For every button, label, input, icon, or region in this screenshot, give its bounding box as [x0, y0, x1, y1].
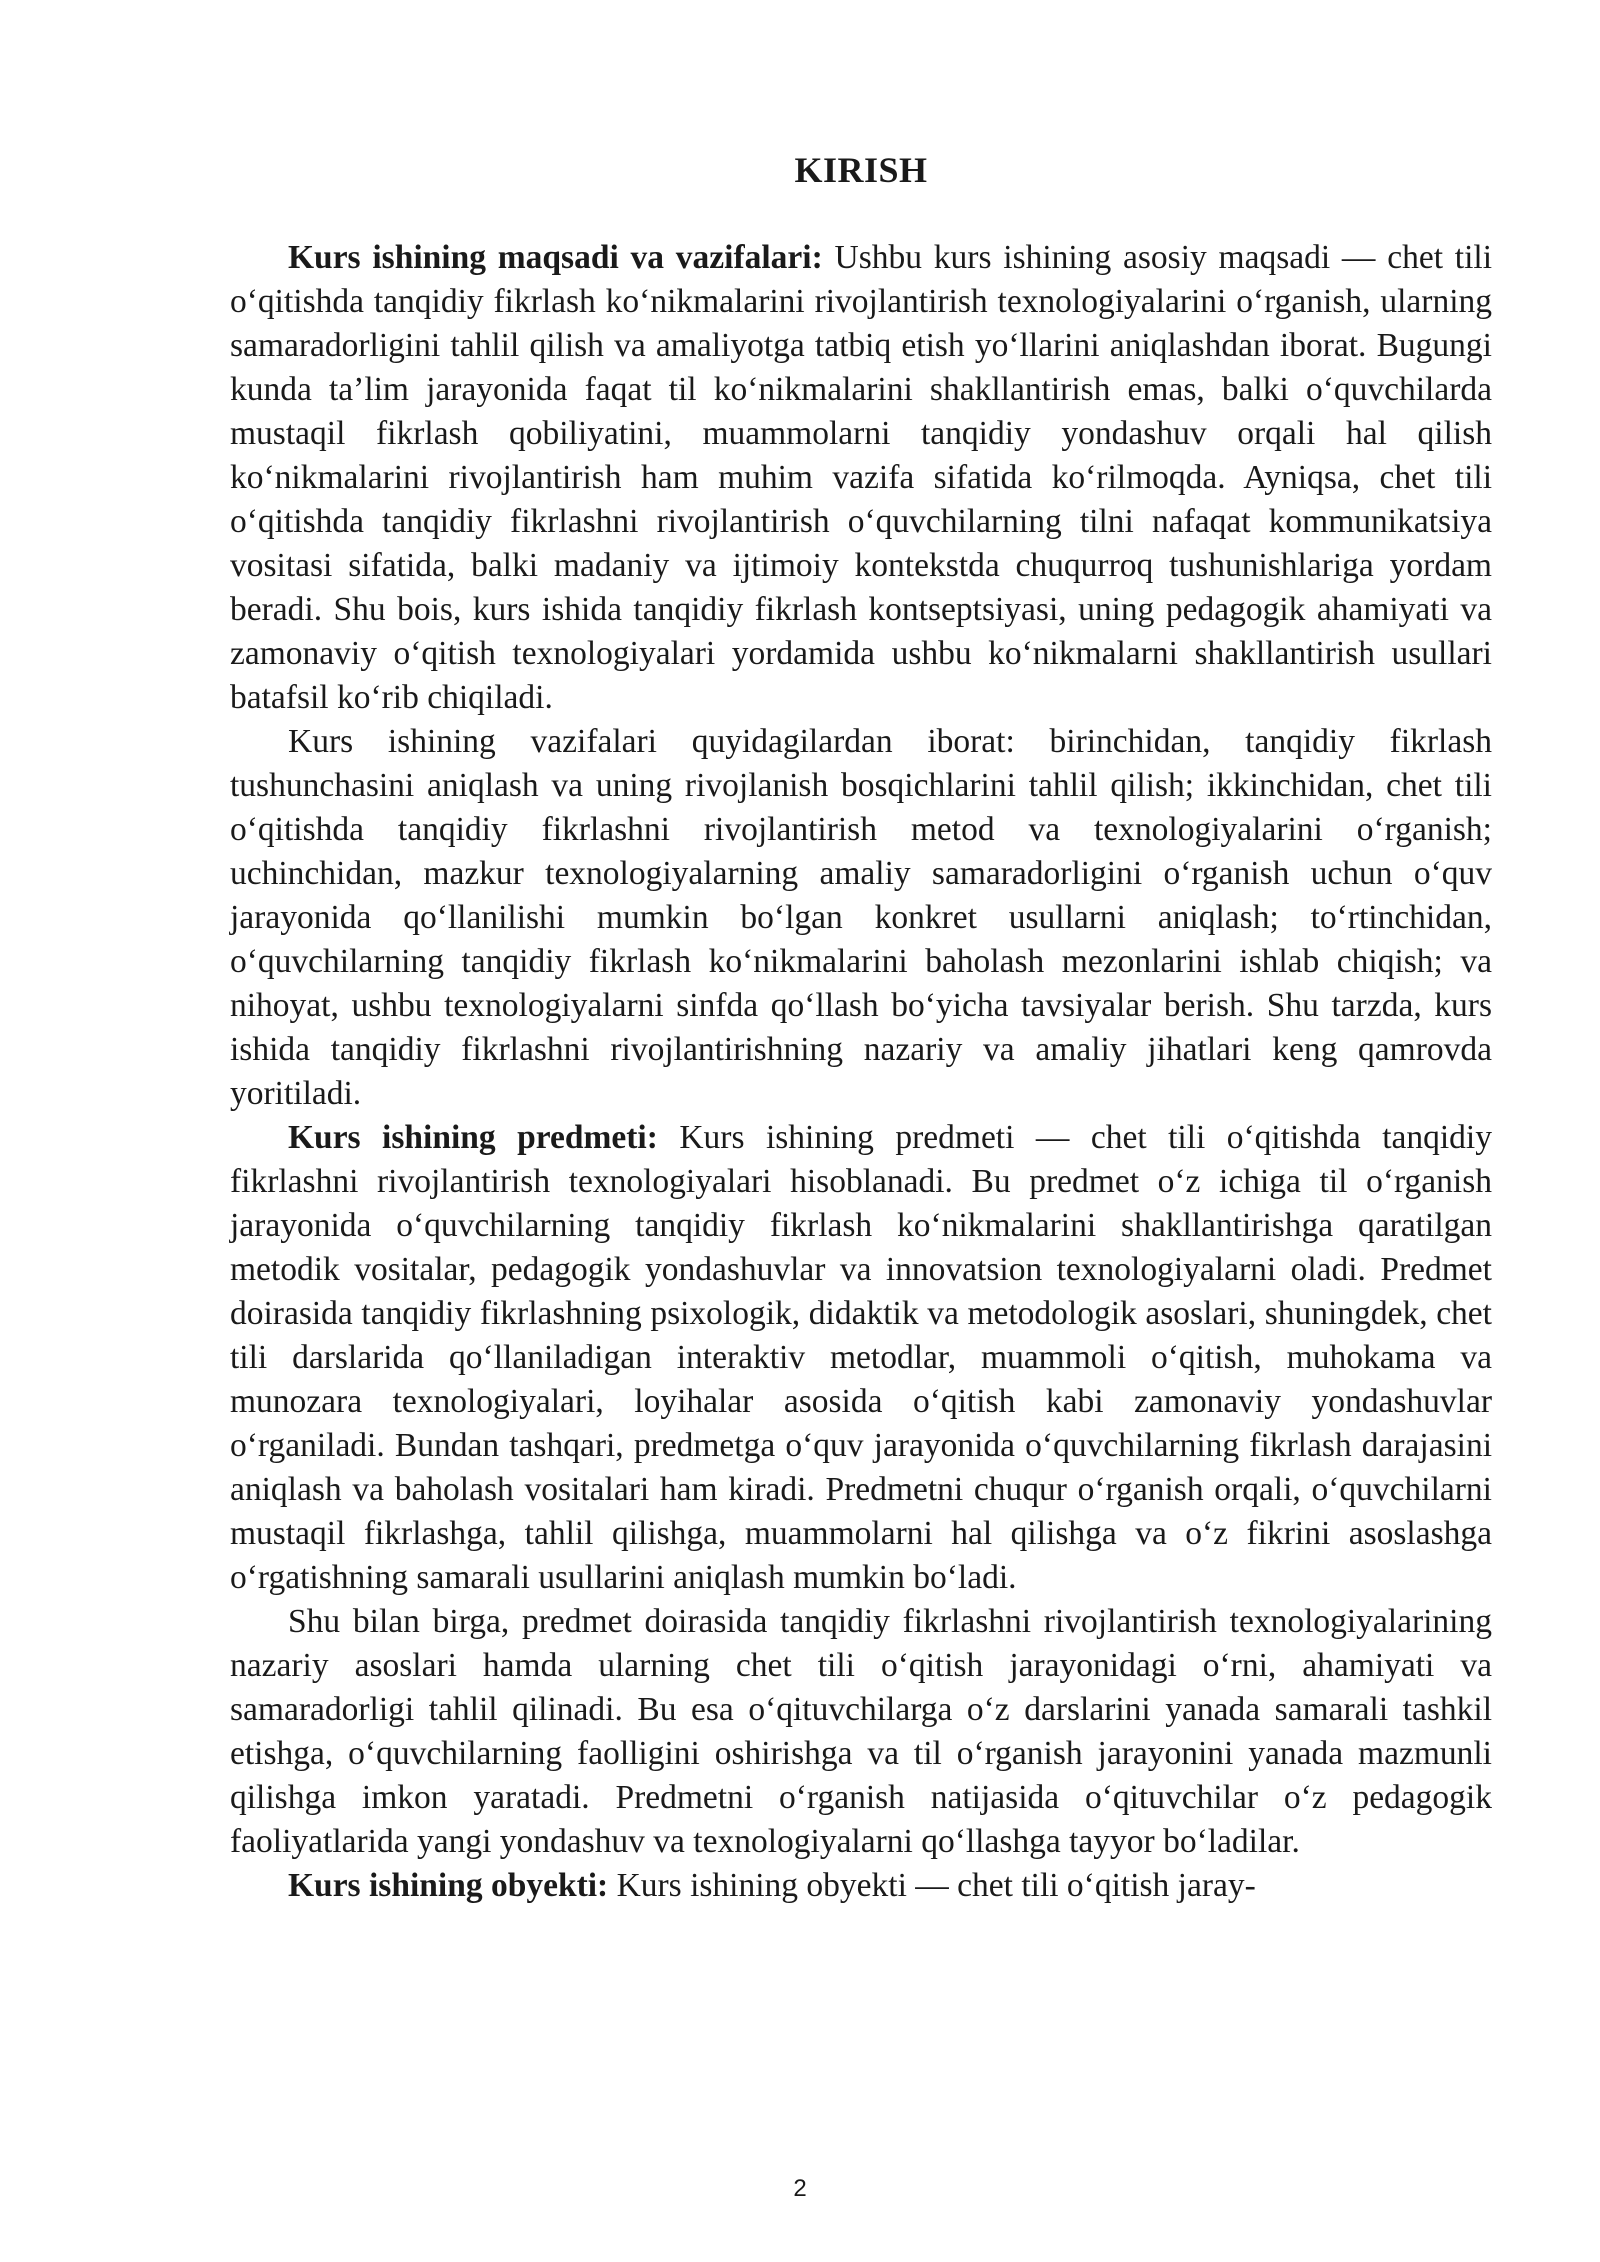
paragraph-text: Ushbu kurs ishining asosiy maqsadi — chet tili o‘qitishda tanqidiy fikrlash ko‘nikmalarini rivojlantirish texnologiyalarini o‘rganish, ularning samaradorligini tahlil qilish va amaliyotga tatbiq etish yo‘llarini aniqlashdan iborat. Bugungi kunda ta’lim jarayonida faqat til ko‘nikmalarini shakllantirish emas, balki o‘quvchilarda mustaqil fikrlash qobiliyatini, muammolarni tanqidiy yondashuv orqali hal qilish ko‘nikmalarini rivojlantirish ham muhim vazifa sifatida ko‘rilmoqda. Ayniqsa, chet tili o‘qitishda tanqidiy fikrlashni rivojlantirish o‘quvchilarning tilni nafaqat kommunikatsiya vositasi sifatida, balki madaniy va ijtimoiy kontekstda chuqurroq tushunishlariga yordam beradi. Shu bois, kurs ishida tanqidiy fikrlash kontseptsiyasi, uning pedagogik ahamiyati va zamonaviy o‘qitish texnologiyalari yordamida ushbu ko‘nikmalarni shakllantirish usullari batafsil ko‘rib chiqiladi. [230, 239, 1493, 716]
paragraph-goals [230, 236, 1492, 720]
paragraph-text: Kurs ishining vazifalari quyidagilardan iborat: birinchidan, tanqidiy fikrlash tushunchasini aniqlash va uning rivojlanish bosqichlarini tahlil qilish; ikkinchidan, chet tili o‘qitishda tanqidiy fikrlashni rivojlantirish metod va texnologiyalarini o‘rganish; uchinchidan, mazkur texnologiyalarning amaliy samaradorligini o‘rganish uchun o‘quv jarayonida qo‘llanilishi mumkin bo‘lgan konkret usullarni aniqlash; to‘rtinchidan, o‘quvchilarning tanqidiy fikrlash ko‘nikmalarini baholash mezonlarini ishlab chiqish; va nihoyat, ushbu texnologiyalarni sinfda qo‘llash bo‘yicha tavsiyalar berish. Shu tarzda, kurs ishida tanqidiy fikrlashni rivojlantirishning nazariy va amaliy jihatlari keng qamrovda yoritiladi. [230, 723, 1492, 1112]
paragraph-object [230, 1864, 1492, 1908]
page-number: 2 [793, 2175, 807, 2202]
page-title: KIRISH [794, 150, 928, 190]
paragraph-text: Kurs ishining predmeti — chet tili o‘qitishda tanqidiy fikrlashni rivojlantirish texnologiyalari hisoblanadi. Bu predmet o‘z ichiga til o‘rganish jarayonida o‘quvchilarning tanqidiy fikrlash ko‘nikmalarini shakllantirishga qaratilgan metodik vositalar, pedagogik yondashuvlar va innovatsion texnologiyalarni oladi. Predmet doirasida tanqidiy fikrlashning psixologik, didaktik va metodologik asoslari, shuningdek, chet tili darslarida qo‘llaniladigan interaktiv metodlar, muammoli o‘qitish, muhokama va munozara texnologiyalari, loyihalar asosida o‘qitish kabi zamonaviy yondashuvlar o‘rganiladi. Bundan tashqari, predmetga o‘quv jarayonida o‘quvchilarning fikrlash darajasini aniqlash va baholash vositalari ham kiradi. Predmetni chuqur o‘rganish orqali, o‘quvchilarni mustaqil fikrlashga, tahlil qilishga, muammolarni hal qilishga va o‘z fikrini asoslashga o‘rgatishning samarali usullarini aniqlash mumkin bo‘ladi. [230, 1119, 1492, 1596]
paragraph-lead: Kurs ishining predmeti: [288, 1119, 658, 1156]
paragraph-subject [230, 1116, 1492, 1600]
paragraph-subject-continued [230, 1600, 1492, 1864]
page-content [230, 148, 1492, 1908]
paragraph-text: Kurs ishining obyekti — chet tili o‘qitish jaray- [608, 1867, 1256, 1904]
paragraph-tasks [230, 720, 1492, 1116]
paragraph-text: Shu bilan birga, predmet doirasida tanqidiy fikrlashni rivojlantirish texnologiyalarining nazariy asoslari hamda ularning chet tili o‘qitish jarayonidagi o‘rni, ahamiyati va samaradorligi tahlil qilinadi. Bu esa o‘qituvchilarga o‘z darslarini yanada samarali tashkil etishga, o‘quvchilarning faolligini oshirishga va til o‘rganish jarayonini yanada mazmunli qilishga imkon yaratadi. Predmetni o‘rganish natijasida o‘qituvchilar o‘z pedagogik faoliyatlarida yangi yondashuv va texnologiyalarni qo‘llashga tayyor bo‘ladilar. [230, 1603, 1492, 1860]
paragraph-lead: Kurs ishining obyekti: [288, 1867, 609, 1904]
paragraph-lead: Kurs ishining maqsadi va vazifalari: [288, 239, 823, 276]
